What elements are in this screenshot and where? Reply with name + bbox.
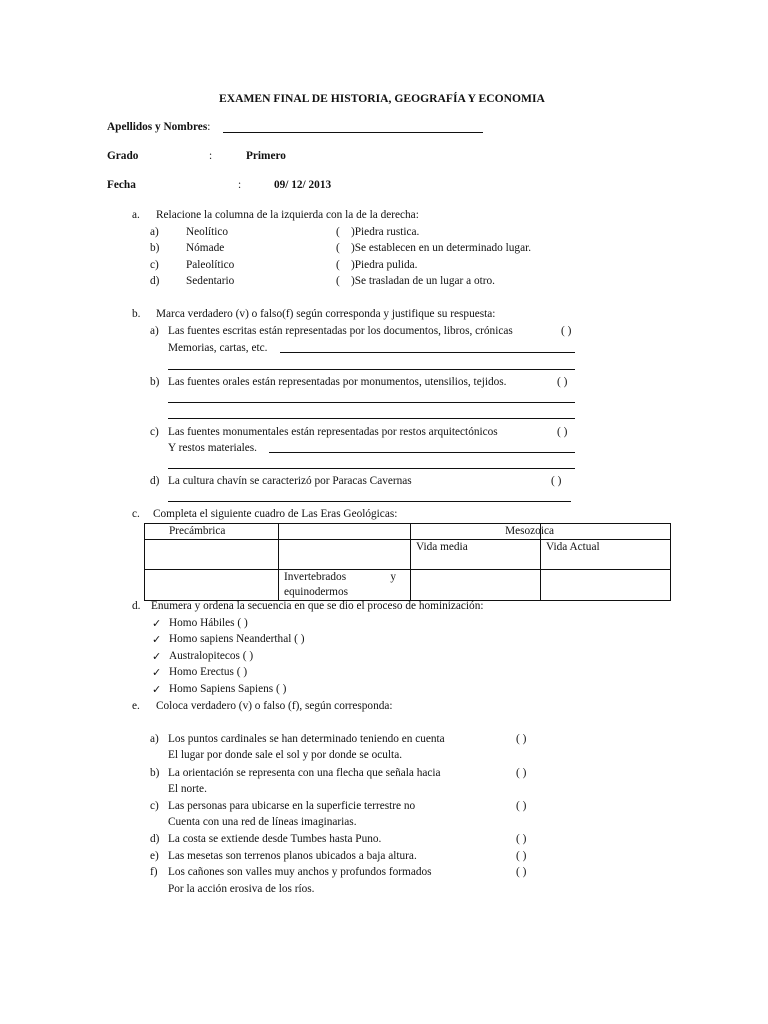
checkmark-icon: ✓ bbox=[152, 618, 162, 630]
question-text-cont: Y restos materiales. bbox=[168, 442, 257, 454]
match-left-item: Sedentario bbox=[186, 275, 235, 287]
answer-line[interactable] bbox=[168, 402, 575, 403]
fecha-colon: : bbox=[238, 179, 242, 191]
checkmark-icon: ✓ bbox=[152, 651, 162, 663]
answer-paren[interactable]: ( ) bbox=[516, 800, 527, 812]
answer-line[interactable] bbox=[168, 369, 575, 370]
name-label: Apellidos y Nombres: bbox=[107, 121, 211, 133]
answer-paren[interactable]: ( ) bbox=[551, 475, 562, 487]
match-paren[interactable]: ( bbox=[336, 259, 340, 271]
match-paren[interactable]: ( bbox=[336, 275, 340, 287]
table-cell-invertebrados: Invertebrados y equinodermos bbox=[279, 570, 411, 601]
item-marker: b) bbox=[150, 376, 160, 388]
checkmark-icon: ✓ bbox=[152, 667, 162, 679]
match-right-item: )Piedra pulida. bbox=[351, 259, 418, 271]
item-marker: e) bbox=[150, 850, 159, 862]
item-marker: c) bbox=[150, 800, 159, 812]
answer-paren[interactable]: ( ) bbox=[561, 325, 572, 337]
table-cell[interactable] bbox=[541, 570, 671, 601]
grado-colon: : bbox=[209, 150, 213, 162]
table-cell-vida-actual: Vida Actual bbox=[541, 540, 671, 570]
match-left-marker: b) bbox=[150, 242, 160, 254]
item-marker: b) bbox=[150, 767, 160, 779]
answer-paren[interactable]: ( ) bbox=[516, 850, 527, 862]
fecha-label: Fecha bbox=[107, 179, 136, 191]
statement-text-cont: El norte. bbox=[168, 783, 207, 795]
question-text: Las fuentes monumentales están representadas por restos arquitectónicos bbox=[168, 426, 498, 438]
fecha-value: 09/ 12/ 2013 bbox=[274, 179, 332, 191]
eras-table bbox=[144, 523, 671, 601]
answer-line[interactable] bbox=[280, 352, 575, 353]
statement-text-cont: El lugar por donde sale el sol y por donde se oculta. bbox=[168, 749, 403, 761]
item-marker: a) bbox=[150, 733, 159, 745]
section-e-instruction: Coloca verdadero (v) o falso (f), según corresponda: bbox=[156, 700, 393, 712]
table-cell[interactable] bbox=[145, 540, 279, 570]
statement-text: Los puntos cardinales se han determinado teniendo en cuenta bbox=[168, 733, 445, 745]
question-text: La cultura chavín se caracterizó por Paracas Cavernas bbox=[168, 475, 412, 487]
statement-text: Las mesetas son terrenos planos ubicados a baja altura. bbox=[168, 850, 417, 862]
checkmark-icon: ✓ bbox=[152, 634, 162, 646]
section-b-instruction: Marca verdadero (v) o falso(f) según corresponda y justifique su respuesta: bbox=[156, 308, 496, 320]
table-header-precambrica: Precámbrica bbox=[145, 524, 279, 540]
checkmark-icon: ✓ bbox=[152, 684, 162, 696]
item-marker: f) bbox=[150, 866, 158, 878]
table-cell-vida-media: Vida media bbox=[411, 540, 541, 570]
answer-line[interactable] bbox=[168, 501, 571, 502]
exam-title: EXAMEN FINAL DE HISTORIA, GEOGRAFÍA Y ECONOMIA bbox=[219, 92, 545, 105]
table-cell[interactable] bbox=[279, 540, 411, 570]
answer-paren[interactable]: ( ) bbox=[516, 767, 527, 779]
statement-text: La costa se extiende desde Tumbes hasta Puno. bbox=[168, 833, 382, 845]
answer-paren[interactable]: ( ) bbox=[516, 866, 527, 878]
statement-text-cont: Cuenta con una red de líneas imaginarias. bbox=[168, 816, 357, 828]
answer-line[interactable] bbox=[269, 452, 575, 453]
statement-text-cont: Por la acción erosiva de los ríos. bbox=[168, 883, 315, 895]
section-c-instruction: Completa el siguiente cuadro de Las Eras Geológicas: bbox=[153, 508, 398, 520]
section-e-marker: e. bbox=[132, 700, 140, 712]
match-left-marker: a) bbox=[150, 226, 159, 238]
item-marker: a) bbox=[150, 325, 159, 337]
section-c-marker: c. bbox=[132, 508, 140, 520]
hominid-item: Australopitecos ( ) bbox=[169, 650, 254, 662]
statement-text: Los cañones son valles muy anchos y profundos formados bbox=[168, 866, 432, 878]
answer-line[interactable] bbox=[168, 468, 575, 469]
section-b-marker: b. bbox=[132, 308, 141, 320]
hominid-item: Homo Hábiles ( ) bbox=[169, 617, 248, 629]
hominid-item: Homo Sapiens Sapiens ( ) bbox=[169, 683, 287, 695]
question-text: Las fuentes orales están representadas por monumentos, utensilios, tejidos. bbox=[168, 376, 507, 388]
section-d-instruction: Enumera y ordena la secuencia en que se dio el proceso de hominización: bbox=[151, 600, 484, 612]
answer-paren[interactable]: ( ) bbox=[557, 376, 568, 388]
question-text-cont: Memorias, cartas, etc. bbox=[168, 342, 268, 354]
section-a-marker: a. bbox=[132, 209, 140, 221]
item-marker: c) bbox=[150, 426, 159, 438]
table-cell[interactable] bbox=[279, 524, 411, 540]
statement-text: Las personas para ubicarse en la superficie terrestre no bbox=[168, 800, 416, 812]
match-left-marker: d) bbox=[150, 275, 160, 287]
answer-paren[interactable]: ( ) bbox=[516, 833, 527, 845]
hominid-item: Homo sapiens Neanderthal ( ) bbox=[169, 633, 305, 645]
match-left-item: Nómade bbox=[186, 242, 225, 254]
section-d-marker: d. bbox=[132, 600, 141, 612]
question-text: Las fuentes escritas están representadas por los documentos, libros, crónicas bbox=[168, 325, 513, 337]
match-right-item: )Se establecen en un determinado lugar. bbox=[351, 242, 532, 254]
match-right-item: )Se trasladan de un lugar a otro. bbox=[351, 275, 495, 287]
answer-paren[interactable]: ( ) bbox=[516, 733, 527, 745]
match-paren[interactable]: ( bbox=[336, 242, 340, 254]
table-cell[interactable] bbox=[145, 570, 279, 601]
table-cell[interactable] bbox=[411, 570, 541, 601]
grado-value: Primero bbox=[246, 150, 286, 162]
answer-paren[interactable]: ( ) bbox=[557, 426, 568, 438]
hominid-item: Homo Erectus ( ) bbox=[169, 666, 248, 678]
section-a-instruction: Relacione la columna de la izquierda con la de la derecha: bbox=[156, 209, 419, 221]
table-header-mesozoica: Mesozoica bbox=[411, 524, 541, 540]
answer-line[interactable] bbox=[168, 418, 575, 419]
match-right-item: )Piedra rustica. bbox=[351, 226, 420, 238]
match-left-item: Neolítico bbox=[186, 226, 229, 238]
match-left-marker: c) bbox=[150, 259, 159, 271]
statement-text: La orientación se representa con una flecha que señala hacia bbox=[168, 767, 441, 779]
match-paren[interactable]: ( bbox=[336, 226, 340, 238]
item-marker: d) bbox=[150, 833, 160, 845]
table-cell[interactable] bbox=[541, 524, 671, 540]
grado-label: Grado bbox=[107, 150, 139, 162]
name-field[interactable] bbox=[223, 132, 483, 133]
match-left-item: Paleolítico bbox=[186, 259, 235, 271]
item-marker: d) bbox=[150, 475, 160, 487]
